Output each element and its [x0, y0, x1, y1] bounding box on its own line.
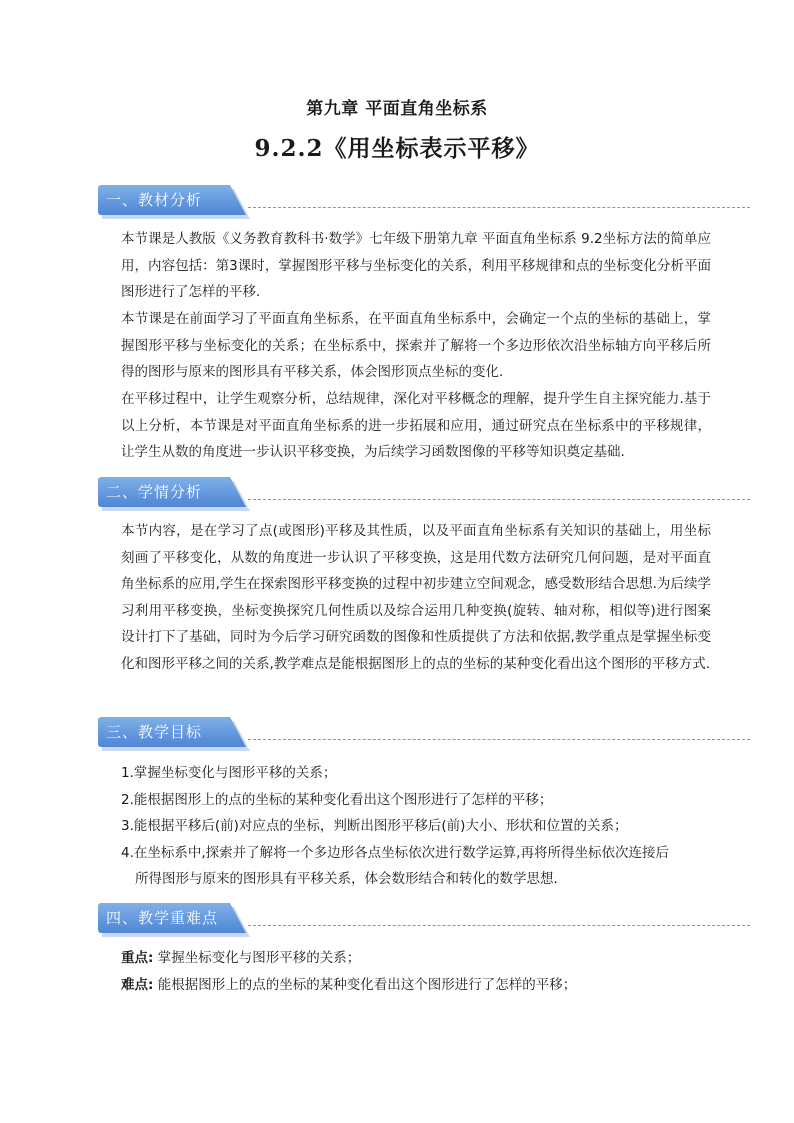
section-label: 二、学情分析 — [106, 483, 203, 501]
section-label: 四、教学重难点 — [106, 909, 219, 927]
paragraph-text: 在平移过程中，让学生观察分析，总结规律，深化对平移概念的理解，提升学生自主探究能力.基于以上分析，本节课是对平面直角坐标系的进一步拓展和应用，通过研究点在坐标系中的平移规律，让学生从数的角度进一步认识平移变换，为后续学习函数图像的平移等知识奠定基础. — [121, 391, 711, 460]
list-item: 1.掌握坐标变化与图形平移的关系； — [121, 765, 337, 781]
section-label: 一、教材分析 — [106, 191, 203, 209]
paragraph-text: 本节内容，是在学习了点(或图形)平移及其性质，以及平面直角坐标系有关知识的基础上，用坐标刻画了平移变化，从数的角度进一步认识了平移变换，这是用代数方法研究几何问题，是对平面直角坐标系的应用,学生在探索图形平移变换的过程中初步建立空间观念，感受数形结合思想.为后续学习利用平移变换，坐标变换探究几何性质以及综合运用几种变换(旋转、轴对称，相似等)进行图案设计打下了基础，同时为今后学习研究函数的图像和性质提供了方法和依据,教学重点是掌握坐标变化和图形平移之间的关系,教学难点是能根据图形上的点的坐标的某种变化看出这个图形的平移方式. — [121, 523, 711, 672]
list-item: 4.在坐标系中,探索并了解将一个多边形各点坐标依次进行数学运算,再将所得坐标依次连接后 — [121, 844, 669, 861]
section-header-textbook-analysis — [98, 185, 750, 217]
section-header-teaching-objectives — [98, 717, 750, 749]
difficult-point-label: 难点: — [121, 977, 154, 993]
dashed-divider — [248, 925, 750, 926]
section-header-key-difficult-points — [98, 903, 750, 935]
paragraph-text: 本节课是人教版《义务教育教科书·数学》七年级下册第九章 平面直角坐标系 9.2坐标方法的简单应用，内容包括：第3课时，掌握图形平移与坐标变化的关系，利用平移规律和点的坐标变化分析平面图形进行了怎样的平移. — [121, 231, 711, 300]
chapter-heading: 第九章 平面直角坐标系 — [306, 99, 488, 119]
list-item: 2.能根据图形上的点的坐标的某种变化看出这个图形进行了怎样的平移； — [121, 791, 553, 808]
section-header-student-analysis — [98, 477, 750, 509]
dashed-divider — [248, 207, 750, 208]
dashed-divider — [248, 499, 750, 500]
difficult-point-text: 能根据图形上的点的坐标的某种变化看出这个图形进行了怎样的平移； — [153, 977, 577, 993]
key-point-row — [121, 945, 721, 972]
key-points — [121, 945, 721, 999]
paragraph — [121, 386, 711, 466]
objectives-list — [121, 760, 721, 893]
dashed-divider — [248, 739, 750, 740]
list-item-continuation: 所得图形与原来的图形具有平移关系，体会数形结合和转化的数学思想. — [135, 871, 558, 887]
paragraph — [121, 306, 711, 386]
list-item: 3.能根据平移后(前)对应点的坐标，判断出图形平移后(前)大小、形状和位置的关系； — [121, 818, 628, 834]
difficult-point-row — [121, 972, 721, 999]
paragraph — [121, 518, 711, 677]
section-label: 三、教学目标 — [106, 723, 203, 741]
key-point-text: 掌握坐标变化与图形平移的关系； — [153, 950, 361, 966]
paragraph-text: 本节课是在前面学习了平面直角坐标系，在平面直角坐标系中，会确定一个点的坐标的基础上，掌握图形平移与坐标变化的关系；在坐标系中，探索并了解将一个多边形依次沿坐标轴方向平移后所得的图形与原来的图形具有平移关系，体会图形顶点坐标的变化. — [121, 311, 711, 380]
key-point-label: 重点: — [121, 950, 154, 966]
paragraph — [121, 226, 711, 306]
lesson-title: 9.2.2《用坐标表示平移》 — [254, 135, 540, 162]
